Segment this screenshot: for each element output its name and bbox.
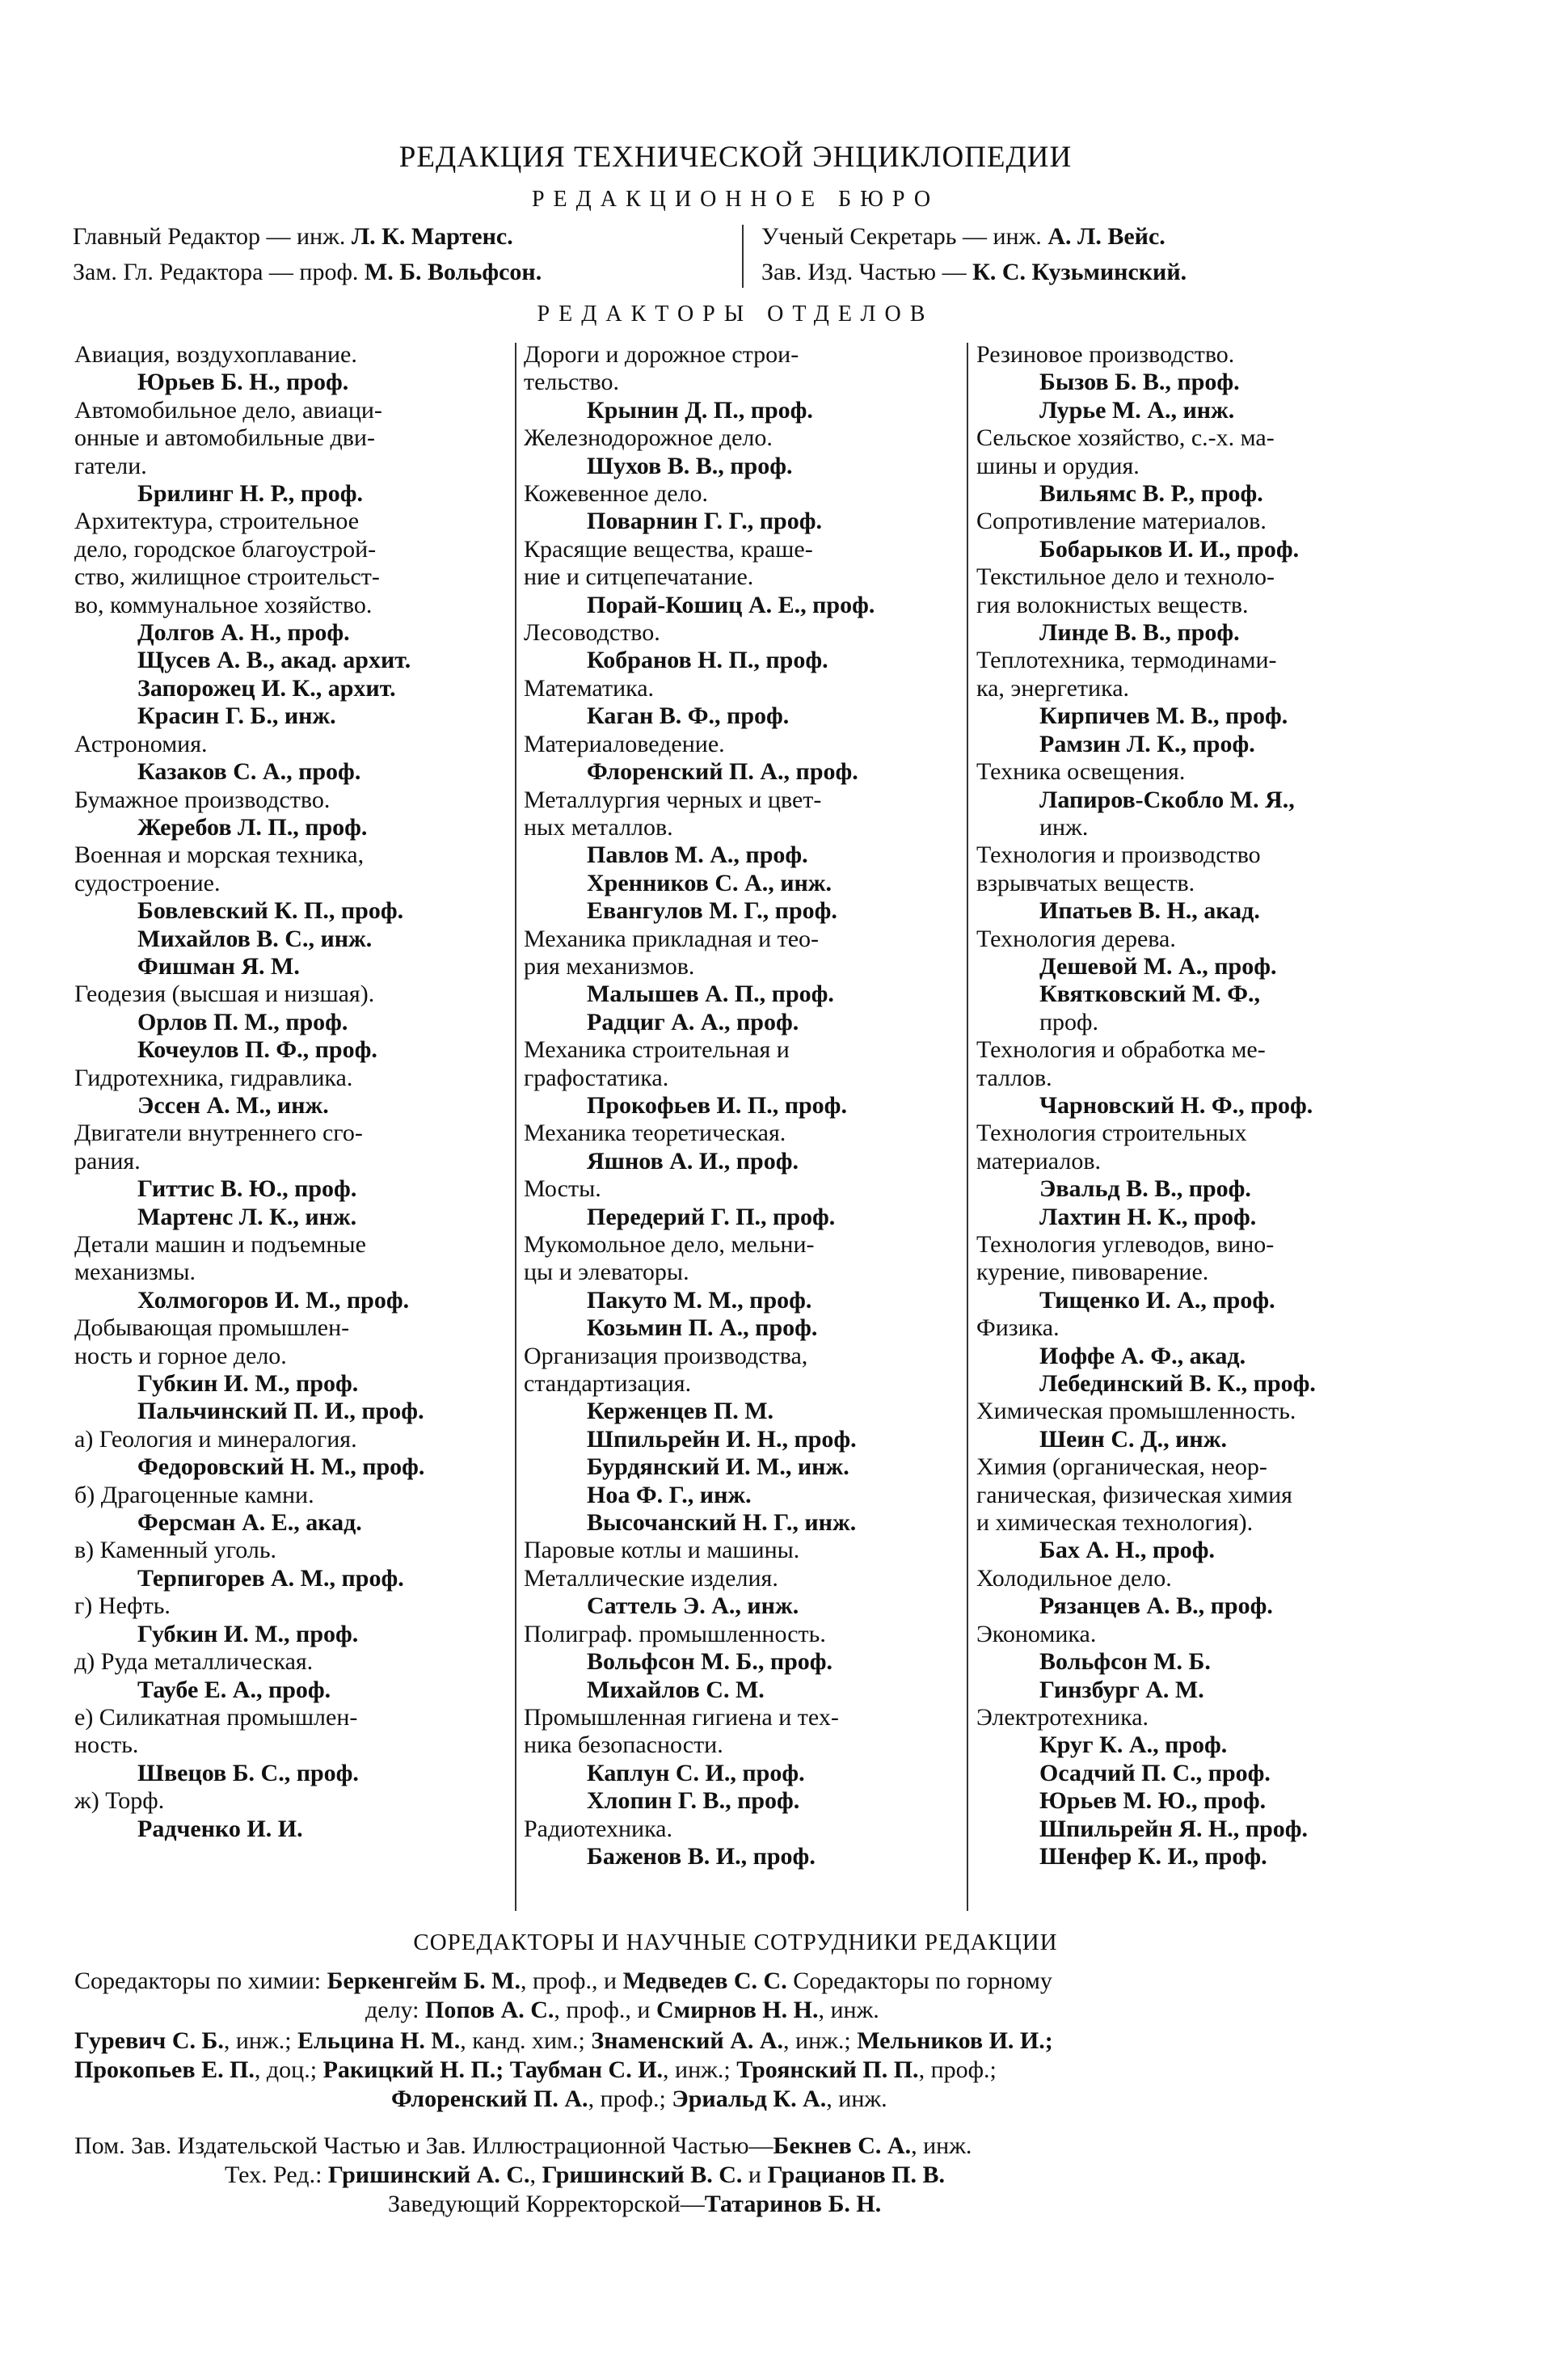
section-heading: Электротехника.: [976, 1703, 1149, 1731]
editor-name: Рамзин Л. К., проф.: [1039, 730, 1255, 757]
editor-name: Радциг А. А., проф.: [587, 1008, 799, 1035]
separator: ,: [529, 2161, 536, 2188]
label: Соредакторы по химии:: [74, 1967, 322, 1994]
editor-name: Губкин И. М., проф.: [137, 1620, 359, 1647]
section-heading: гия волокнистых веществ.: [976, 591, 1249, 618]
editor-name: Жеребов Л. П., проф.: [137, 813, 368, 841]
board-chief: [73, 223, 513, 251]
editor-name: Вольфсон М. Б., проф.: [587, 1648, 833, 1676]
editor-name: Лапиров-Скобло М. Я.,: [1039, 786, 1295, 813]
editor-name: Каган В. Ф., проф.: [587, 702, 790, 730]
editor-name: Круг К. А., проф.: [1039, 1731, 1228, 1759]
staff-name: Таубман С. И.: [509, 2056, 664, 2083]
section-heading: Технология строительных: [976, 1120, 1247, 1147]
coeditor-name: Попов А. С.: [425, 1997, 554, 2023]
section-heading: Технология дерева.: [976, 925, 1176, 952]
editor-name: Баженов В. И., проф.: [587, 1842, 816, 1870]
section-heading: ж) Торф.: [74, 1787, 165, 1815]
section-heading: Геодезия (высшая и низшая).: [74, 981, 375, 1008]
editor-name: Швецов Б. С., проф.: [137, 1759, 359, 1786]
section-heading: ганическая, физическая химия: [976, 1481, 1292, 1508]
section-heading: Лесоводство.: [524, 619, 660, 647]
section-heading: Технология и обработка ме-: [976, 1036, 1266, 1064]
editor-name: Долгов А. Н., проф.: [137, 619, 350, 647]
title-text: , проф.;: [588, 2086, 666, 2112]
editor-name: Керженцев П. М.: [587, 1398, 774, 1425]
section-heading: а) Геология и минералогия.: [74, 1425, 357, 1453]
title-text: , канд. хим.;: [460, 2027, 585, 2054]
board-name: М. Б. Вольфсон.: [364, 259, 542, 285]
section-heading: ность и горное дело.: [74, 1342, 287, 1369]
editor-name: Шенфер К. И., проф.: [1039, 1842, 1267, 1870]
staff-name: Ельцина Н. М.: [297, 2027, 461, 2054]
section-heading: Технология углеводов, вино-: [976, 1231, 1275, 1258]
section-heading: Техника освещения.: [976, 758, 1186, 786]
section-heading: Физика.: [976, 1314, 1060, 1342]
coeditor-name: Беркенгейм Б. М.: [327, 1967, 521, 1994]
column-divider-right: [967, 343, 968, 1911]
editor-name: Ипатьев В. Н., акад.: [1039, 897, 1260, 925]
section-heading: Химия (органическая, неор-: [976, 1453, 1267, 1481]
board-divider: [742, 225, 744, 288]
section-heading: Военная и морская техника,: [74, 841, 365, 869]
section-heading: ность.: [74, 1731, 139, 1759]
editor-name: Губкин И. М., проф.: [137, 1370, 359, 1398]
conjunction: и: [748, 2161, 761, 2188]
editor-name: Крынин Д. П., проф.: [587, 396, 813, 424]
editor-name: Кирпичев М. В., проф.: [1039, 702, 1288, 730]
title-text: , доц.;: [254, 2056, 318, 2083]
section-heading: Экономика.: [976, 1620, 1097, 1647]
editor-name: Кочеулов П. Ф., проф.: [137, 1036, 377, 1064]
section-heading: Материаловедение.: [524, 730, 725, 757]
section-heading: Механика теоретическая.: [524, 1120, 786, 1147]
section-heading: цы и элеваторы.: [524, 1259, 689, 1286]
staff-name: Гришинский А. С.: [327, 2161, 530, 2188]
editor-name: Гинзбург А. М.: [1039, 1676, 1204, 1703]
title-text: , проф., и: [554, 1997, 651, 2023]
editor-name: Красин Г. Б., инж.: [137, 702, 336, 730]
editor-title: инж.: [1039, 813, 1089, 841]
editor-name: Эссен А. М., инж.: [137, 1091, 329, 1119]
staff-name: Грацианов П. В.: [767, 2161, 946, 2188]
coeditors-line-2: [365, 1997, 879, 2024]
section-heading: е) Силикатная промышлен-: [74, 1703, 358, 1731]
section-heading: Резиновое производство.: [976, 341, 1235, 368]
editor-name: Тищенко И. А., проф.: [1039, 1286, 1275, 1314]
editor-name: Эвальд В. В., проф.: [1039, 1175, 1251, 1203]
section-heading: Мосты.: [524, 1175, 601, 1203]
editor-name: Линде В. В., проф.: [1039, 619, 1240, 647]
title-text: , инж.;: [223, 2027, 292, 2054]
staff-name: Татаринов Б. Н.: [704, 2191, 882, 2217]
editor-name: Осадчий П. С., проф.: [1039, 1759, 1271, 1786]
section-heading: стандартизация.: [524, 1370, 692, 1398]
section-heading: Авиация, воздухоплавание.: [74, 341, 357, 368]
section-heading: Организация производства,: [524, 1342, 808, 1369]
editor-name: Казаков С. А., проф.: [137, 758, 361, 786]
editor-name: Ноа Ф. Г., инж.: [587, 1481, 752, 1508]
section-heading: ка, энергетика.: [976, 674, 1130, 702]
editor-name: Шухов В. В., проф.: [587, 452, 793, 479]
editor-name: Лурье М. А., инж.: [1039, 396, 1235, 424]
editor-name: Поварнин Г. Г., проф.: [587, 508, 822, 535]
section-heading: ство, жилищное строительст-: [74, 563, 380, 591]
editor-name: Квятковский М. Ф.,: [1039, 981, 1260, 1008]
staff-name: Гуревич С. Б.: [74, 2027, 224, 2054]
section-heading: Полиграф. промышленность.: [524, 1620, 826, 1647]
editor-name: Павлов М. А., проф.: [587, 841, 808, 869]
section-heading: и химическая технология).: [976, 1509, 1254, 1537]
editor-name: Саттель Э. А., инж.: [587, 1592, 799, 1620]
section-heading: Добывающая промышлен-: [74, 1314, 350, 1342]
coeditors-heading: СОРЕДАКТОРЫ И НАУЧНЫЕ СОТРУДНИКИ РЕДАКЦИИ: [413, 1929, 1058, 1955]
footer-line-2: [225, 2161, 945, 2189]
editor-name: Пальчинский П. И., проф.: [137, 1398, 424, 1425]
section-heading: Дороги и дорожное строи-: [524, 341, 799, 368]
column-1: [74, 341, 507, 1843]
editor-name: Бах А. Н., проф.: [1039, 1537, 1216, 1564]
editor-name: Федоровский Н. М., проф.: [137, 1453, 425, 1481]
label: Пом. Зав. Издательской Частью и Зав. Иллюстрационной Частью—: [74, 2132, 773, 2159]
section-heading: таллов.: [976, 1064, 1052, 1091]
editor-name: Прокофьев И. П., проф.: [587, 1091, 847, 1119]
editor-name: Бовлевский К. П., проф.: [137, 897, 404, 925]
editor-name: Фишман Я. М.: [137, 952, 300, 980]
board-role: Ученый Секретарь — инж.: [761, 223, 1042, 250]
section-heading: Астрономия.: [74, 730, 208, 757]
section-heading: Железнодорожное дело.: [524, 424, 773, 452]
board-secretary: [761, 223, 1165, 251]
title-text: , инж.: [826, 2086, 887, 2112]
section-heading: ных металлов.: [524, 813, 673, 841]
title-text: , проф., и: [521, 1967, 618, 1994]
board-role: Зав. Изд. Частью —: [761, 259, 967, 285]
staff-name: Троянский П. П.: [736, 2056, 919, 2083]
editor-name: Иоффе А. Ф., акад.: [1039, 1342, 1246, 1369]
section-heading: ника безопасности.: [524, 1731, 723, 1759]
editor-title: проф.: [1039, 1008, 1098, 1035]
staff-name: Эриальд К. А.: [672, 2086, 827, 2112]
coeditors-line-1: [74, 1967, 1052, 1995]
section-heading: Радиотехника.: [524, 1815, 672, 1842]
editor-name: Пакуто М. М., проф.: [587, 1286, 812, 1314]
editor-name: Порай-Кошиц А. Е., проф.: [587, 591, 875, 618]
section-heading: Двигатели внутреннего сго-: [74, 1120, 363, 1147]
section-heading: Автомобильное дело, авиаци-: [74, 396, 382, 424]
editor-name: Ферсман А. Е., акад.: [137, 1509, 362, 1537]
section-heading: механизмы.: [74, 1259, 196, 1286]
section-heading: Промышленная гигиена и тех-: [524, 1703, 839, 1731]
editor-name: Дешевой М. А., проф.: [1039, 952, 1277, 980]
section-heading: Холодильное дело.: [976, 1564, 1172, 1592]
section-heading: Архитектура, строительное: [74, 508, 360, 535]
section-heading: в) Каменный уголь.: [74, 1537, 277, 1564]
editor-name: Флоренский П. А., проф.: [587, 758, 858, 786]
section-heading: Механика прикладная и тео-: [524, 925, 820, 952]
editor-name: Радченко И. И.: [137, 1815, 303, 1842]
section-heading: во, коммунальное хозяйство.: [74, 591, 373, 618]
coeditor-name: Медведев С. С.: [622, 1967, 787, 1994]
staff-line-1: [74, 2027, 1053, 2055]
editor-name: Вольфсон М. Б.: [1039, 1648, 1211, 1676]
section-heading: рия механизмов.: [524, 952, 695, 980]
column-3: [976, 341, 1413, 1870]
section-heading: г) Нефть.: [74, 1592, 171, 1620]
board-role: Зам. Гл. Редактора — проф.: [73, 259, 359, 285]
section-heading: Химическая промышленность.: [976, 1398, 1296, 1425]
editor-name: Лахтин Н. К., проф.: [1039, 1203, 1257, 1230]
editor-name: Бобарыков И. И., проф.: [1039, 535, 1300, 563]
editor-name: Козьмин П. А., проф.: [587, 1314, 818, 1342]
editor-name: Гиттис В. Ю., проф.: [137, 1175, 357, 1203]
section-heading: гатели.: [74, 452, 147, 479]
editor-name: Шеин С. Д., инж.: [1039, 1425, 1227, 1453]
editor-name: Терпигорев А. М., проф.: [137, 1564, 404, 1592]
section-heading: Текстильное дело и техноло-: [976, 563, 1275, 591]
editor-name: Бурдянский И. М., инж.: [587, 1453, 849, 1481]
section-heading: дело, городское благоустрой-: [74, 535, 377, 563]
editor-name: Юрьев Б. Н., проф.: [137, 369, 349, 396]
label: Соредакторы по горному: [793, 1967, 1052, 1994]
staff-name: Флоренский П. А.: [391, 2086, 588, 2112]
section-heading: Детали машин и подъемные: [74, 1231, 366, 1258]
staff-name: Гришинский В. С.: [542, 2161, 743, 2188]
section-heading: Гидротехника, гидравлика.: [74, 1064, 353, 1091]
section-heading: Механика строительная и: [524, 1036, 790, 1064]
section-heading: б) Драгоценные камни.: [74, 1481, 314, 1508]
section-heading: курение, пивоварение.: [976, 1259, 1209, 1286]
section-heading: д) Руда металлическая.: [74, 1648, 314, 1676]
staff-name: Бекнев С. А.: [773, 2132, 912, 2159]
section-heading: Сопротивление материалов.: [976, 508, 1267, 535]
editor-name: Кобранов Н. П., проф.: [587, 647, 828, 674]
section-heading: Паровые котлы и машины.: [524, 1537, 800, 1564]
editor-name: Брилинг Н. Р., проф.: [137, 480, 363, 508]
board-role: Главный Редактор — инж.: [73, 223, 346, 250]
editor-name: Малышев А. П., проф.: [587, 981, 834, 1008]
staff-line-2: [74, 2056, 997, 2084]
editor-name: Евангулов М. Г., проф.: [587, 897, 837, 925]
section-heading: Кожевенное дело.: [524, 480, 709, 508]
editor-name: Запорожец И. К., архит.: [137, 674, 396, 702]
staff-name: Мельников И. И.;: [857, 2027, 1053, 2054]
title-text: , инж.: [911, 2132, 972, 2159]
bureau-heading: РЕДАКЦИОННОЕ БЮРО: [531, 187, 940, 212]
section-heading: Бумажное производство.: [74, 786, 331, 813]
editors-heading: РЕДАКТОРЫ ОТДЕЛОВ: [537, 302, 934, 327]
section-heading: Красящие вещества, краше-: [524, 535, 813, 563]
footer-line-1: [74, 2132, 972, 2160]
title-text: , инж.;: [663, 2056, 731, 2083]
staff-name: Знаменский А. А.: [591, 2027, 784, 2054]
section-heading: шины и орудия.: [976, 452, 1140, 479]
staff-name: Прокопьев Е. П.: [74, 2056, 255, 2083]
section-heading: Металлические изделия.: [524, 1564, 778, 1592]
editor-name: Юрьев М. Ю., проф.: [1039, 1787, 1267, 1815]
editor-name: Хлопин Г. В., проф.: [587, 1787, 800, 1815]
board-deputy: [73, 259, 542, 286]
section-heading: Мукомольное дело, мельни-: [524, 1231, 815, 1258]
title-text: , инж.;: [783, 2027, 851, 2054]
editor-name: Рязанцев А. В., проф.: [1039, 1592, 1273, 1620]
section-heading: взрывчатых веществ.: [976, 869, 1195, 896]
column-divider-left: [515, 343, 516, 1911]
label: делу:: [365, 1997, 419, 2023]
section-heading: Теплотехника, термодинами-: [976, 647, 1277, 674]
section-heading: Металлургия черных и цвет-: [524, 786, 822, 813]
editor-name: Лебединский В. К., проф.: [1039, 1370, 1316, 1398]
editor-name: Высочанский Н. Г., инж.: [587, 1509, 857, 1537]
section-heading: судостроение.: [74, 869, 221, 896]
editor-name: Шпильрейн И. Н., проф.: [587, 1425, 857, 1453]
label: Заведующий Корректорской—: [388, 2191, 705, 2217]
board-name: Л. К. Мартенс.: [351, 223, 513, 250]
section-heading: ние и ситцепечатание.: [524, 563, 754, 591]
board-name: К. С. Кузьминский.: [972, 259, 1187, 285]
editor-name: Михайлов В. С., инж.: [137, 925, 373, 952]
section-heading: рания.: [74, 1147, 141, 1175]
section-heading: материалов.: [976, 1147, 1102, 1175]
editor-name: Орлов П. М., проф.: [137, 1008, 348, 1035]
title-text: , инж.: [818, 1997, 879, 2023]
editor-name: Таубе Е. А., проф.: [137, 1676, 331, 1703]
editor-name: Холмогоров И. М., проф.: [137, 1286, 410, 1314]
editor-name: Чарновский Н. Ф., проф.: [1039, 1091, 1313, 1119]
column-2: [524, 341, 960, 1870]
page-title: РЕДАКЦИЯ ТЕХНИЧЕСКОЙ ЭНЦИКЛОПЕДИИ: [398, 141, 1073, 174]
editor-name: Хренников С. А., инж.: [587, 869, 832, 896]
section-heading: Технология и производство: [976, 841, 1261, 869]
staff-name: Ракицкий Н. П.;: [322, 2056, 504, 2083]
editor-name: Шпильрейн Я. Н., проф.: [1039, 1815, 1309, 1842]
editor-name: Яшнов А. И., проф.: [587, 1147, 799, 1175]
coeditor-name: Смирнов Н. Н.: [655, 1997, 819, 2023]
title-text: , проф.;: [918, 2056, 997, 2083]
section-heading: онные и автомобильные дви-: [74, 424, 375, 452]
label: Тех. Ред.:: [225, 2161, 322, 2188]
editor-name: Вильямс В. Р., проф.: [1039, 480, 1263, 508]
section-heading: тельство.: [524, 369, 619, 396]
editor-name: Каплун С. И., проф.: [587, 1759, 805, 1786]
editor-name: Михайлов С. М.: [587, 1676, 765, 1703]
board-publishing: [761, 259, 1187, 286]
footer-line-3: [388, 2191, 881, 2218]
section-heading: графостатика.: [524, 1064, 669, 1091]
section-heading: Математика.: [524, 674, 655, 702]
staff-line-3: [391, 2086, 887, 2113]
editor-name: Мартенс Л. К., инж.: [137, 1203, 357, 1230]
board-name: А. Л. Вейс.: [1047, 223, 1165, 250]
editor-name: Щусев А. В., акад. архит.: [137, 647, 411, 674]
section-heading: Сельское хозяйство, с.-х. ма-: [976, 424, 1275, 452]
editor-name: Бызов Б. В., проф.: [1039, 369, 1240, 396]
editor-name: Передерий Г. П., проф.: [587, 1203, 836, 1230]
